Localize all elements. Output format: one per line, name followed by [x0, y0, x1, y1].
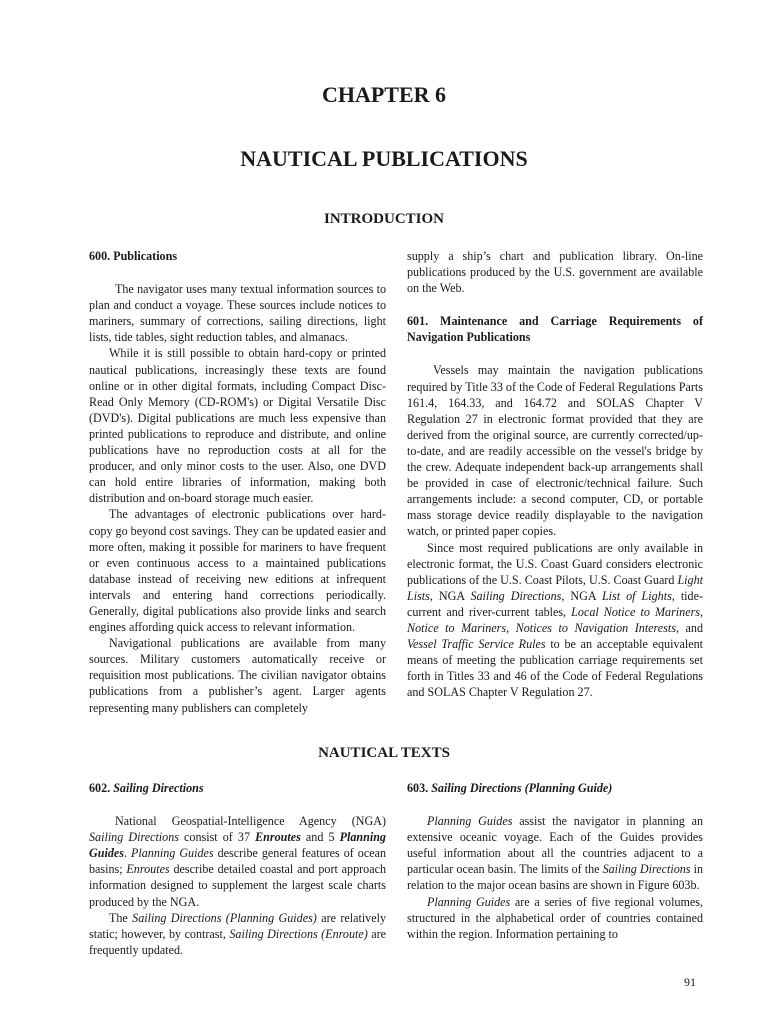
page-number: 91 — [684, 975, 696, 989]
section-600-heading: 600. Publications — [89, 249, 178, 263]
section-602-paragraph-2: The Sailing Directions (Planning Guides) are relatively static; however, by contrast, Sailing Directions (Enroute) are frequently updated. — [89, 910, 386, 957]
texts-left-column — [89, 780, 386, 958]
intro-left-column — [89, 248, 386, 716]
section-600-paragraph-3: The advantages of electronic publications over hard-copy go beyond cost savings. They can be updated easier and more often, making it possible for mariners to have frequent or even continuous access to a maintained publications database instead of receiving new editions at infrequent intervals and entering hand corrections periodically. Generally, digital publications also provide links and search engines affording quick access to relevant information. — [89, 507, 386, 635]
texts-right-column — [407, 780, 703, 942]
introduction-heading: INTRODUCTION — [323, 211, 444, 227]
section-602-paragraph-1: National Geospatial-Intelligence Agency (NGA) Sailing Directions consist of 37 Enroutes and 5 Planning Guides. Planning Guides describe general features of ocean basins; Enroutes describe detailed coastal and port approach information designed to supplement the largest scale charts produced by the NGA. — [89, 814, 386, 909]
section-603-heading: 603. Sailing Directions (Planning Guide) — [407, 781, 613, 795]
section-601-paragraph-2: Since most required publications are only available in electronic format, the U.S. Coast Guard considers electronic publications of the U.S. Coast Pilots, U.S. Coast Guard Light Lists, NGA Sailing Directions, NGA List of Lights, tide-current and river-current tables, Local Notice to Mariners, Notice to Mariners, Notices to Navigation Interests, and Vessel Traffic Service Rules to be an acceptable equivalent means of meeting the publication carriage requirements set forth in Titles 33 and 46 of the Code of Federal Regulations and SOLAS Chapter V Regulation 27. — [407, 540, 704, 700]
section-601-heading: 601. Maintenance and Carriage Requirements of Navigation Publications — [407, 314, 703, 345]
section-603-paragraph-2: Planning Guides are a series of five regional volumes, structured in the alphabetical order of countries contained within the region. Information pertaining to — [407, 894, 703, 941]
section-600-paragraph-1: The navigator uses many textual information sources to plan and conduct a voyage. These sources include notices to mariners, summary of corrections, sailing directions, light lists, tide tables, sight reduction tables, and almanacs. — [89, 282, 386, 345]
section-600-paragraph-2: While it is still possible to obtain hard-copy or printed nautical publications, increasingly these texts are found online or in other digital formats, including Compact Disc-Read Only Memory (CD-ROM's) or Digital Versatile Disc (DVD's). Digital publications are much less expensive than printed publications to reproduce and distribute, and online publications have no reproduction costs at all for the producer, and only minor costs to the user. Also, one DVD can hold entire libraries of information, making both distribution and on-board storage much easier. — [89, 346, 386, 506]
section-600-continuation: supply a ship’s chart and publication library. On-line publications produced by the U.S. government are available on the Web. — [407, 249, 703, 296]
intro-right-column — [407, 248, 703, 700]
section-601-paragraph-1: Vessels may maintain the navigation publications required by Title 33 of the Code of Federal Regulations Parts 161.4, 164.33, and 164.72 and SOLAS Chapter V Regulation 27 in electronic format provided that they are derived from the original source, are currently corrected/up-to-date, and are readily accessible on the vessel's bridge by the crew. Adequate independent back-up arrangements shall be provided in case of electronic/technical failure. Such arrangements include: a second computer, CD, or portable mass storage device readily displayable to the navigation watch, or printed paper copies. — [407, 363, 703, 539]
section-602-heading: 602. Sailing Directions — [89, 781, 204, 795]
section-600-paragraph-4: Navigational publications are available from many sources. Military customers automatically receive or requisition most publications. The civilian navigator obtains publications from a publisher’s agent. Larger agents representing many publishers can completely — [89, 636, 386, 715]
nautical-texts-heading: NAUTICAL TEXTS — [318, 745, 450, 761]
chapter-label: CHAPTER 6 — [321, 82, 447, 107]
section-603-paragraph-1: Planning Guides assist the navigator in planning an extensive oceanic voyage. Each of the Guides provides useful information about all the countries adjacent to a particular ocean basin. The limits of the Sailing Directions in relation to the major ocean basins are shown in Figure 603b. — [407, 814, 703, 893]
chapter-title: NAUTICAL PUBLICATIONS — [240, 146, 528, 171]
